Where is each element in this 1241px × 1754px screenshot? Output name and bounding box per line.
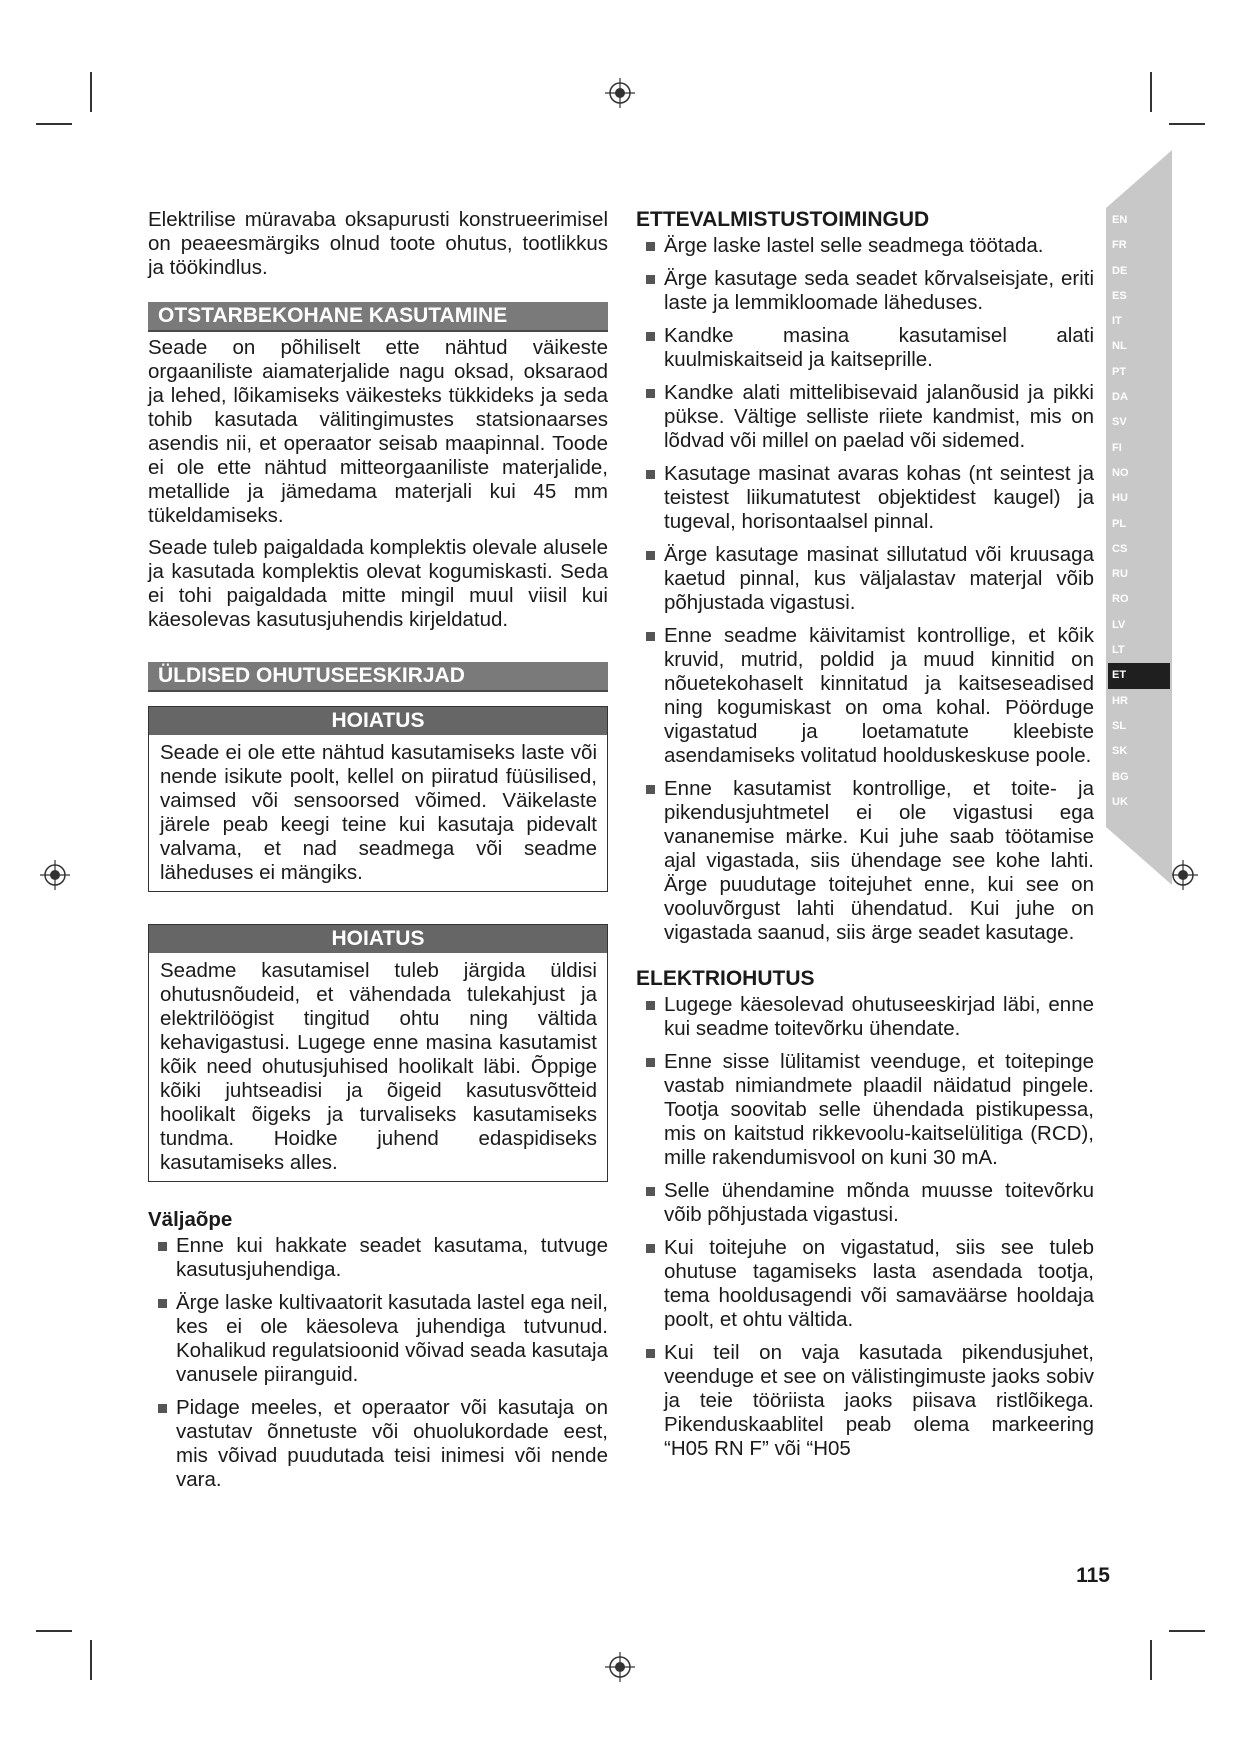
language-tab[interactable]: DE	[1112, 264, 1128, 277]
warning-text: Seade ei ole ette nähtud kasutamiseks laste või nende isikute poolt, kellel on piiratud füüsilised, vaimsed või sensoorsed võimed. Väikelaste järele peab keegi teine kui kasutaja pidevalt valvama, et nad seadmega või seadme läheduses ei mängiks.	[160, 741, 597, 884]
list-item: Kasutage masinat avaras kohas (nt seintest ja teistest liikumatutest objektidest kaugel) ja tugeval, horisontaalsel pinnal.	[636, 462, 1124, 534]
warning-title: HOIATUS	[149, 707, 607, 735]
language-tab[interactable]: CS	[1112, 542, 1128, 555]
crop-mark	[1169, 1630, 1205, 1632]
bullet-list	[148, 1234, 608, 1492]
language-tab[interactable]: SK	[1112, 745, 1128, 758]
registration-mark-icon	[605, 78, 635, 108]
subsection-heading: Väljaõpe	[148, 1208, 233, 1231]
language-tab[interactable]: RO	[1112, 593, 1129, 606]
right-column	[636, 208, 1124, 1470]
language-tab[interactable]: NO	[1112, 466, 1129, 479]
language-tab[interactable]: LT	[1112, 644, 1125, 657]
list-item: Ärge laske kultivaatorit kasutada lastel ega neil, kes ei ole käesoleva juhendiga tutvunud. Kohalikud regulatsioonid võivad seada kasutaja vanusele piiranguid.	[148, 1291, 608, 1387]
section-heading: ELEKTRIOHUTUS	[636, 967, 815, 990]
crop-mark	[1150, 72, 1152, 112]
language-tab[interactable]: PT	[1112, 365, 1127, 378]
language-tab[interactable]: PL	[1112, 517, 1127, 530]
intro-paragraph: Elektrilise müravaba oksapurusti konstrueerimisel on peaeesmärgiks olnud toote ohutus, tootlikkus ja töökindlus.	[148, 208, 608, 279]
list-item: Enne kasutamist kontrollige, et toite- ja pikendusjuhtmetel ei ole vigastusi ega vananemise märke. Kui juhe saab töötamise ajal vigastada, siis ühendage see kohe lahti. Ärge puudutage toitejuhet enne, kui see on vooluvõrgust lahti ühendatud. Kui juhe on vigastada saanud, siis ärge seadet kasutage.	[636, 777, 1124, 945]
language-tab[interactable]: NL	[1112, 340, 1127, 353]
crop-mark	[1150, 1640, 1152, 1680]
warning-text: Seadme kasutamisel tuleb järgida üldisi ohutusnõudeid, et vähendada tulekahjust ja elektrilöögist tingitud ohtu ning vältida kehavigastusi. Lugege enne masina kasutamist kõik need ohutusjuhised hoolikalt läbi. Õppige kõiki juhtseadisi ja õigeid kasutusvõtteid hoolikalt õigeks ja turvaliseks kasutamiseks tundma. Hoidke juhend edaspidiseks kasutamiseks alles.	[160, 959, 597, 1174]
language-tab[interactable]: RU	[1112, 568, 1128, 581]
list-item: Kui toitejuhe on vigastatud, siis see tuleb ohutuse tagamiseks lasta asendada tootja, tema hooldusagendi või samaväärse hooldaja poolt, et ohtu vältida.	[636, 1236, 1124, 1332]
list-item: Pidage meeles, et operaator või kasutaja on vastutav õnnetuste või ohuolukordade eest, mis võivad puudutada teisi inimesi või nende vara.	[148, 1396, 608, 1492]
language-tab[interactable]: DA	[1112, 391, 1128, 404]
warning-box	[148, 924, 608, 1182]
crop-mark	[36, 123, 72, 125]
warning-title: HOIATUS	[149, 925, 607, 953]
warning-box	[148, 706, 608, 892]
language-tab[interactable]: IT	[1112, 315, 1122, 328]
language-tab[interactable]: HU	[1112, 492, 1128, 505]
crop-mark	[90, 1640, 92, 1680]
list-item: Kui teil on vaja kasutada pikendusjuhet, veenduge et see on välistingimuste jaoks sobiv ja teie tööriista jaoks piisava ristlõikega. Pikenduskaablitel peab olema markeering “H05 RN F” või “H05	[636, 1341, 1124, 1461]
list-item: Ärge laske lastel selle seadmega töötada.	[636, 234, 1124, 258]
list-item: Ärge kasutage masinat sillutatud või kruusaga kaetud pinnal, kus väljalastav materjal võib põhjustada vigastusi.	[636, 543, 1124, 615]
language-tab-active[interactable]: ET	[1108, 663, 1170, 688]
language-tab[interactable]: LV	[1112, 618, 1126, 631]
section-heading: ÜLDISED OHUTUSEESKIRJAD	[148, 662, 608, 692]
list-item: Selle ühendamine mõnda muusse toitevõrku võib põhjustada vigastusi.	[636, 1179, 1124, 1227]
list-item: Kandke masina kasutamisel alati kuulmiskaitseid ja kaitseprille.	[636, 324, 1124, 372]
list-item: Lugege käesolevad ohutuseeskirjad läbi, enne kui seadme toitevõrku ühendate.	[636, 993, 1124, 1041]
list-item: Enne sisse lülitamist veenduge, et toitepinge vastab nimiandmete plaadil näidatud pingele. Tootja soovitab selle ühendada pistikupessa, mis on kaitstud rikkevoolu-kaitselülitiga (RCD), mille rakendumisvool on kuni 30 mA.	[636, 1050, 1124, 1170]
language-tab[interactable]: FI	[1112, 441, 1122, 454]
language-tab[interactable]: SL	[1112, 719, 1127, 732]
list-item: Ärge kasutage seda seadet kõrvalseisjate, eriti laste ja lemmikloomade läheduses.	[636, 267, 1124, 315]
language-tab[interactable]: UK	[1112, 795, 1128, 808]
crop-mark	[1169, 123, 1205, 125]
list-item: Kandke alati mittelibisevaid jalanõusid ja pikki pükse. Vältige selliste riiete kandmist, mis on lõdvad või millel on paelad või sidemed.	[636, 381, 1124, 453]
crop-mark	[36, 1630, 72, 1632]
language-tab[interactable]: EN	[1112, 214, 1128, 226]
left-column	[148, 208, 608, 1501]
list-item: Enne seadme käivitamist kontrollige, et kõik kruvid, mutrid, poldid ja muud kinnitid on nõuetekohaselt kinnitatud ja kaitseseadised ning kogumiskast on oma kohal. Pöörduge vigastatud ja loetamatute kleebiste asendamiseks volitatud hoolduskeskuse poole.	[636, 624, 1124, 768]
section-heading: ETTEVALMISTUSTOIMINGUD	[636, 208, 930, 231]
section-heading: OTSTARBEKOHANE KASUTAMINE	[148, 302, 608, 332]
language-tab[interactable]: ES	[1112, 289, 1127, 302]
registration-mark-icon	[1168, 860, 1198, 890]
language-tab[interactable]: BG	[1112, 770, 1129, 783]
list-item: Enne kui hakkate seadet kasutama, tutvuge kasutusjuhendiga.	[148, 1234, 608, 1282]
registration-mark-icon	[605, 1652, 635, 1682]
registration-mark-icon	[40, 860, 70, 890]
page-number: 115	[1076, 1564, 1110, 1587]
language-tab[interactable]: SV	[1112, 416, 1127, 429]
language-tab[interactable]: HR	[1112, 694, 1128, 707]
body-paragraph: Seade tuleb paigaldada komplektis olevale alusele ja kasutada komplektis olevat kogumiskasti. Seda ei tohi paigaldada mitte mingil muul viisil kui käesolevas kasutusjuhendis kirjeldatud.	[148, 536, 608, 631]
body-paragraph: Seade on põhiliselt ette nähtud väikeste orgaaniliste aiamaterjalide nagu oksad, oksaraod ja lehed, lõikamiseks väikesteks tükkideks ja seda tohib kasutada välitingimustes statsionaarses asendis nii, et operaator seisab maapinnal. Toode ei ole ette nähtud mitteorgaaniliste materjalide, metallide ja jämedama materjali kui 45 mm tükeldamiseks.	[148, 336, 608, 527]
bullet-list	[636, 993, 1124, 1461]
language-tab[interactable]: FR	[1112, 239, 1127, 252]
crop-mark	[90, 72, 92, 112]
bullet-list	[636, 234, 1124, 945]
